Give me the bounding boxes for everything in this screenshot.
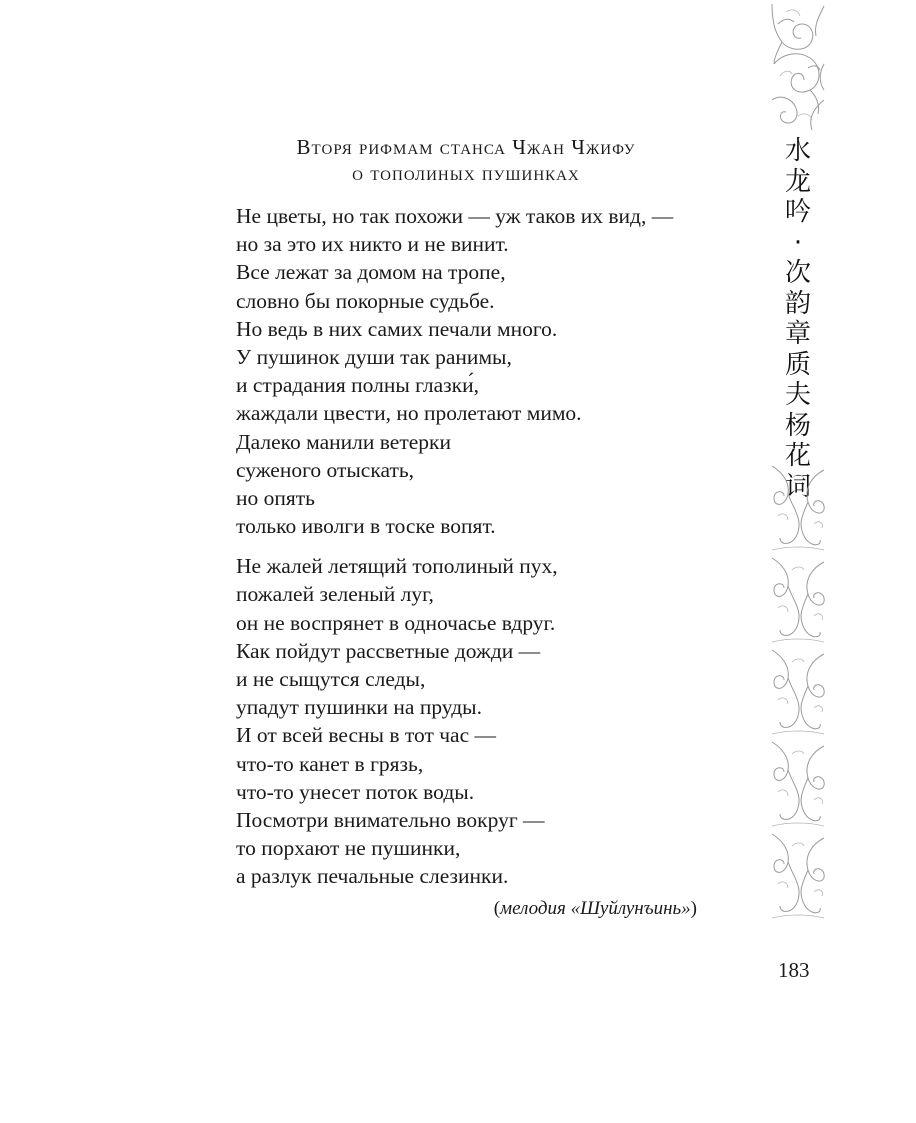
poem-line: Не цветы, но так похожи — уж таков их вид, — [236,204,674,228]
poem-line: но опять [236,485,315,510]
poem-line: но за это их никто и не винит. [236,232,509,257]
chinese-title-column [770,136,826,502]
melody-open-paren: ( [493,898,501,919]
poem-line: что-то канет в грязь, [236,751,424,776]
chinese-title-char: 词 [784,471,811,502]
poem-title-line-1: Вторя рифмам станса Чжан Чжифу [296,135,636,159]
poem-line: пожалей зеленый луг, [236,582,434,607]
chinese-title-char: 水 [784,136,811,166]
poem-line: и страдания полны глазки́, [236,373,479,398]
poem-line: Все лежат за домом на тропе, [236,260,506,285]
poem-body [236,202,736,891]
chinese-title-char: 章 [784,319,811,349]
chinese-title-char: 杨 [784,410,811,441]
chinese-title-char: 吟 [784,197,811,227]
poem-title-line-2: о тополиных пушинках [352,161,580,185]
stanza-1 [236,202,736,540]
melody-attribution [494,898,697,920]
poem-line: то порхают не пушинки, [236,836,461,861]
poem-line: У пушинок души так ранимы, [236,344,512,369]
stanza-2 [236,552,736,890]
melody-name: мелодия «Шуйлунъинь» [500,898,691,919]
chinese-title-char: 质 [784,349,811,380]
chinese-title-char: 龙 [784,166,811,197]
poem-line: Как пойдут рассветные дожди — [236,638,541,663]
poem-title [236,134,696,186]
chinese-title-char: 花 [784,441,811,471]
poem-line: И от всей весны в тот час — [236,723,497,748]
floral-ornament-bottom [768,466,828,926]
chinese-title-char: · [793,227,803,258]
floral-ornament-top [768,4,828,130]
chinese-title-char: 次 [784,258,811,288]
poem-line: и не сыщутся следы, [236,667,426,691]
poem-line: Посмотри внимательно вокруг — [236,807,545,832]
chinese-title-char: 夫 [784,380,811,410]
poem-line: словно бы покорные судьбе. [236,288,495,313]
poem-line: Не жалей летящий тополиный пух, [236,554,558,579]
poem-line: Далеко манили ветерки [236,429,451,454]
page-number: 183 [778,958,810,982]
stanza-divider [236,540,736,552]
poem-line: суженого отыскать, [236,457,415,482]
melody-close-paren: ) [690,898,697,919]
poem-line: жаждали цвести, но пролетают мимо. [236,401,582,426]
chinese-title-char: 韵 [784,288,811,319]
poem-line: Но ведь в них самих печали много. [236,316,558,341]
poem-line: а разлук печальные слезинки. [236,864,509,889]
poem-line: упадут пушинки на пруды. [236,695,482,720]
poem-line: что-то унесет поток воды. [236,779,475,804]
poem-line: только иволги в тоске вопят. [236,514,496,539]
poem-line: он не воспрянет в одночасье вдруг. [236,610,556,635]
